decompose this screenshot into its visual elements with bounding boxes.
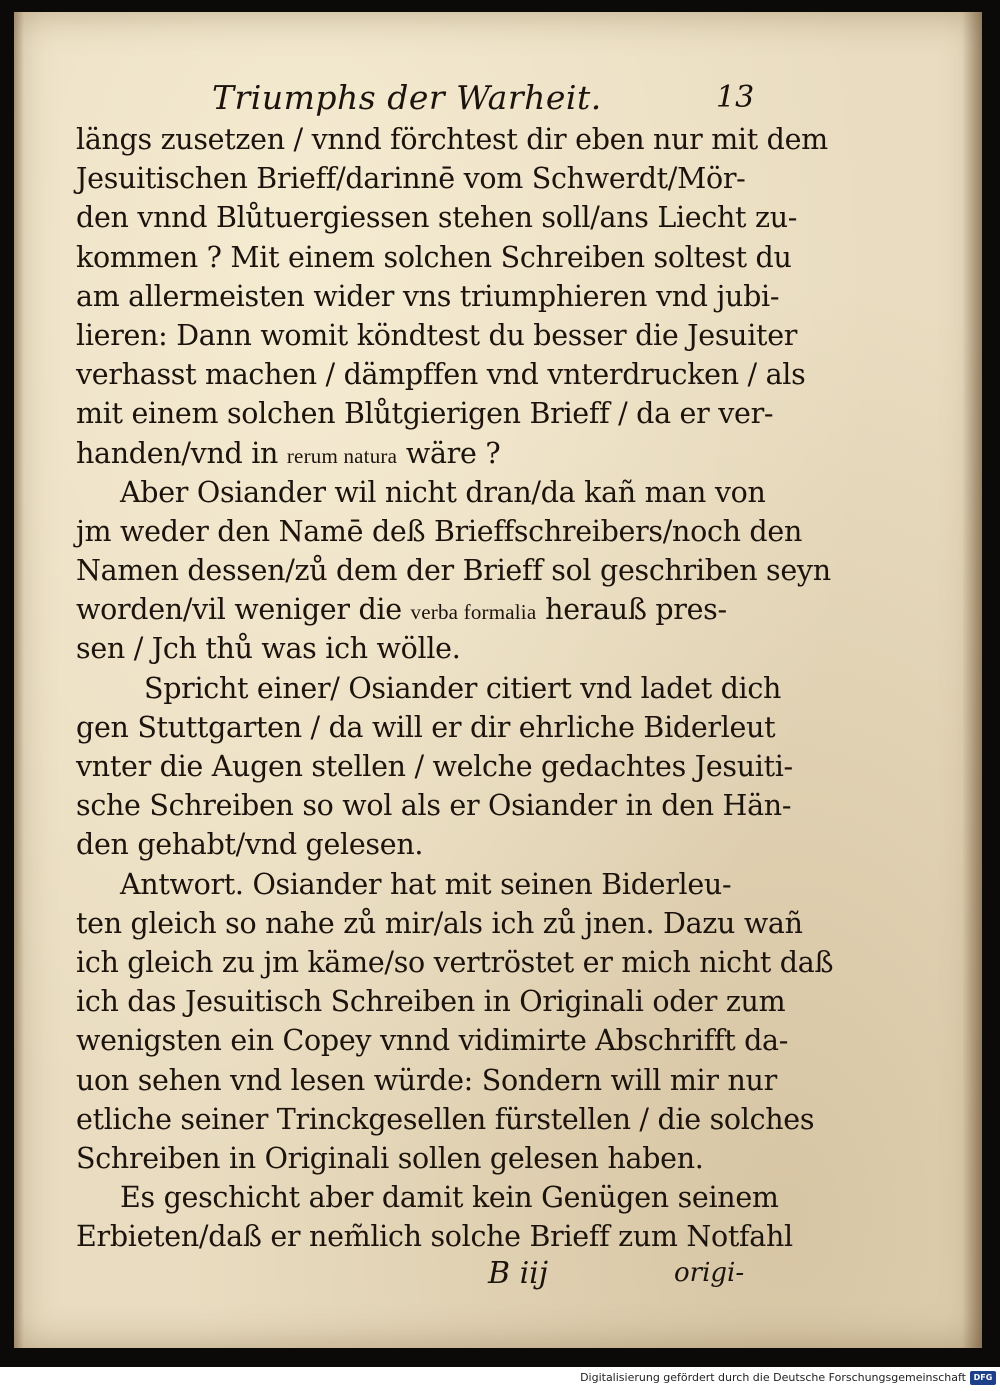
dfg-logo-icon: DFG — [970, 1371, 996, 1385]
page-edge-shadow — [962, 12, 982, 1348]
text-span: handen/vnd in — [76, 436, 287, 470]
paragraph-2 — [76, 473, 831, 669]
page-footer — [76, 1256, 776, 1296]
paragraph-4 — [76, 865, 834, 1179]
text-line — [76, 590, 776, 629]
text-line: längs zusetzen / vnnd förchtest dir eben nur mit dem — [76, 123, 828, 156]
page-text — [76, 78, 834, 1296]
text-line: mit einem solchen Blůtgierigen Brieff / da er ver- — [76, 397, 774, 431]
text-line: uon sehen vnd lesen würde: Sondern will mir nur — [76, 1063, 777, 1097]
text-line: etliche seiner Trinckgesellen fürstellen / die solches — [76, 1102, 815, 1136]
text-line: am allermeisten wider vns triumphieren vnd jubi- — [76, 279, 780, 313]
text-line: lieren: Dann womit köndtest du besser die Jesuiter — [76, 318, 798, 352]
running-head: Triumphs der Warheit. — [212, 78, 602, 117]
text-span: worden/vil weniger die — [76, 593, 411, 627]
text-line: vnter die Augen stellen / welche gedachtes Jesuiti- — [76, 750, 793, 783]
text-line: ich das Jesuitisch Schreiben in Originali oder zum — [76, 985, 786, 1019]
credit-bar — [0, 1367, 1000, 1391]
text-line: Spricht einer/ Osiander citiert vnd ladet dich — [144, 671, 782, 705]
text-line: wenigsten ein Copey vnnd vidimirte Abschrifft da- — [76, 1024, 789, 1058]
text-line — [76, 434, 776, 473]
text-line: gen Stuttgarten / da will er dir ehrliche Biderleut — [76, 710, 776, 744]
text-line: ten gleich so nahe zů mir/als ich zů jnen. Dazu wañ — [76, 906, 803, 940]
text-line: Erbieten/daß er nem̃lich solche Brieff zum Notfahl — [76, 1220, 793, 1254]
catchword: origi- — [674, 1258, 745, 1289]
paragraph-5 — [76, 1178, 793, 1256]
paragraph-1 — [76, 120, 828, 473]
text-line: den gehabt/vnd gelesen. — [76, 828, 424, 862]
text-line: verhasst machen / dämpffen vnd vnterdrucken / als — [76, 358, 806, 392]
text-line: den vnnd Blůtuergiessen stehen soll/ans Liecht zu- — [76, 201, 798, 235]
latin-phrase: verba formalia — [410, 600, 537, 625]
text-line: Antwort. Osiander hat mit seinen Biderleu- — [120, 867, 732, 901]
page-header — [76, 78, 776, 120]
text-line: Namen dessen/zů dem der Brieff sol geschriben seyn — [76, 554, 831, 588]
funding-credit: Digitalisierung gefördert durch die Deutsche Forschungsgemeinschaft — [580, 1371, 966, 1384]
page-gutter-shadow — [14, 12, 24, 1348]
paragraph-3 — [76, 669, 793, 865]
signature-mark: B iij — [488, 1256, 549, 1292]
text-line: ich gleich zu jm käme/so vertröstet er mich nicht daß — [76, 945, 834, 979]
text-line: Aber Osiander wil nicht dran/da kañ man von — [120, 475, 766, 509]
text-line: jm weder den Namē deß Brieffschreibers/noch den — [76, 514, 802, 548]
page-number: 13 — [716, 80, 755, 115]
text-line: Schreiben in Originali sollen gelesen haben. — [76, 1141, 704, 1175]
text-line: kommen ? Mit einem solchen Schreiben soltest du — [76, 240, 792, 274]
text-span: wäre ? — [397, 436, 501, 470]
text-line: Es geschicht aber damit kein Genügen seinem — [120, 1181, 779, 1215]
text-span: herauß pres- — [536, 593, 727, 627]
text-line: Jesuitischen Brieff/darinnē vom Schwerdt/Mör- — [76, 162, 746, 196]
text-line: sen / Jch thů was ich wölle. — [76, 632, 461, 666]
text-line: sche Schreiben so wol als er Osiander in den Hän- — [76, 789, 792, 823]
latin-phrase: rerum natura — [286, 443, 398, 468]
